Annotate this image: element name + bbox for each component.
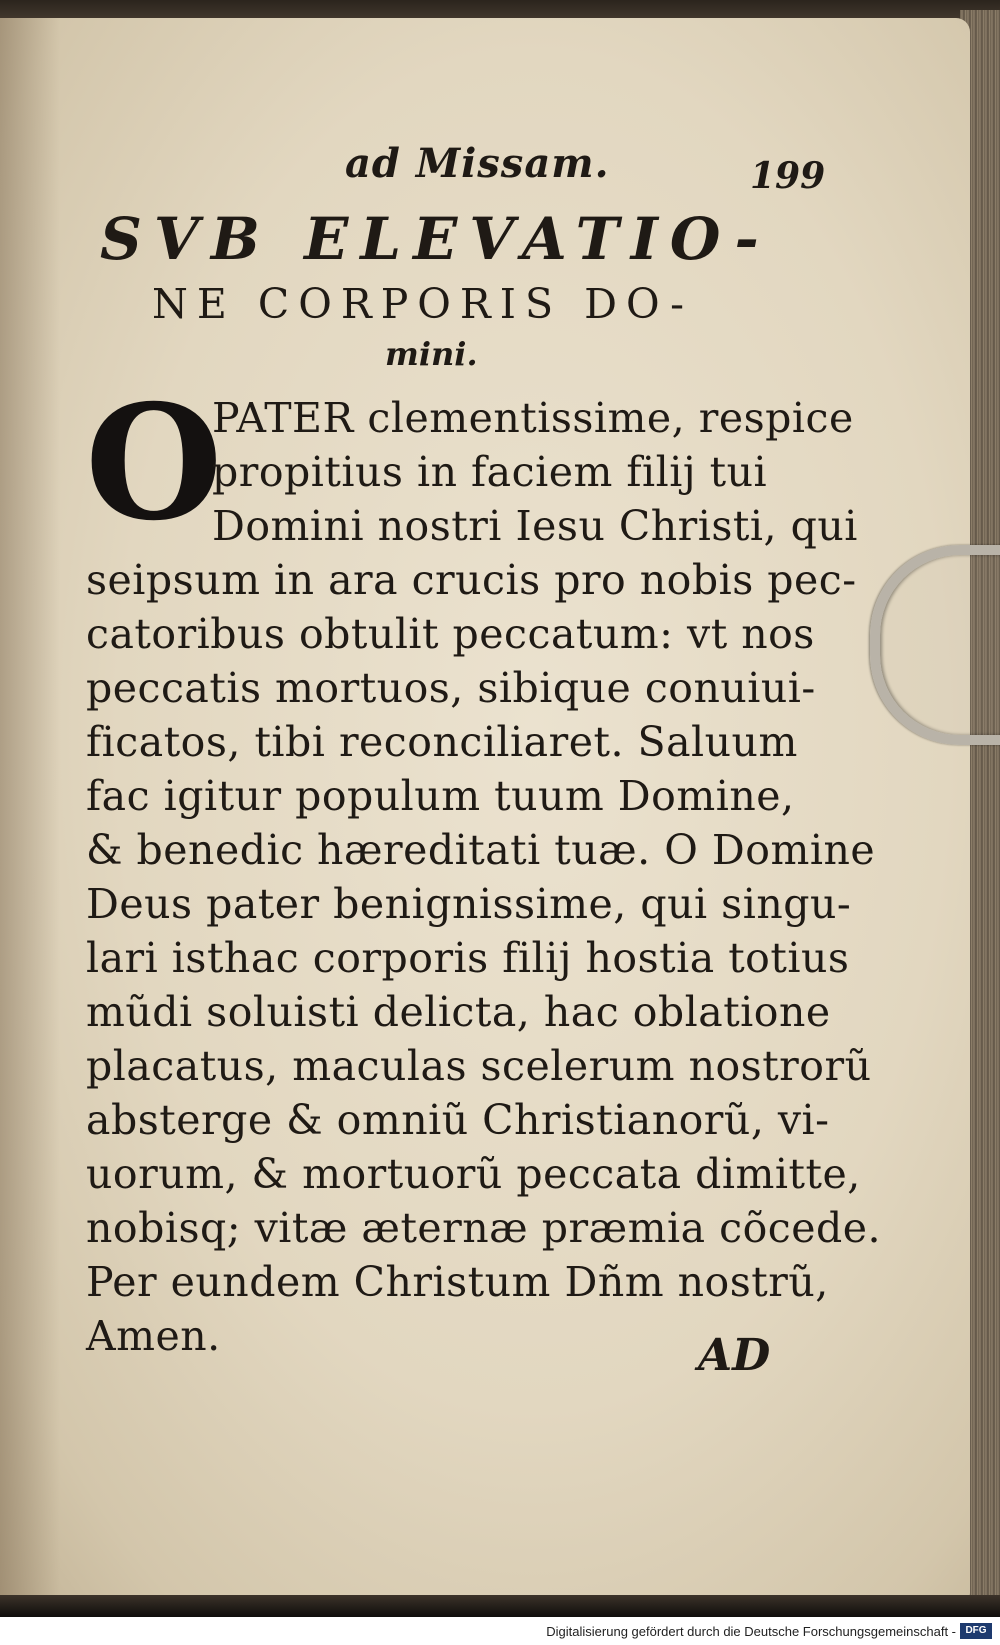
body-line: Amen.	[86, 1312, 221, 1360]
page-number: 199	[750, 155, 826, 197]
body-line: & benedic hæreditati tuæ. O Domine	[86, 826, 876, 874]
heading-line-1: SVB ELEVATIO-	[100, 205, 771, 273]
body-line: PATER clementissime, respice	[212, 394, 854, 442]
body-line: seipsum in ara crucis pro nobis pec-	[86, 556, 857, 604]
body-line: Per eundem Christum Dñm nostrũ,	[86, 1258, 829, 1306]
body-line: Deus pater benignissime, qui singu-	[86, 880, 852, 928]
heading-line-2: NE CORPORIS DO-	[152, 280, 693, 328]
body-line: nobisq; vitæ æternæ præmia cõcede.	[86, 1204, 882, 1252]
running-head: ad Missam.	[345, 140, 610, 187]
digitization-footer	[0, 1617, 1000, 1645]
body-line: placatus, maculas scelerum nostrorũ	[86, 1042, 872, 1090]
book-bottom-edge	[0, 1595, 1000, 1617]
heading-line-3: mini.	[385, 335, 478, 373]
drop-cap-initial: O	[85, 371, 223, 556]
body-line: fac igitur populum tuum Domine,	[86, 772, 795, 820]
body-line: mũdi soluisti delicta, hac oblatione	[86, 988, 831, 1036]
gutter-shadow	[0, 18, 60, 1603]
body-line: peccatis mortuos, sibique conuiui-	[86, 664, 816, 712]
body-line: ficatos, tibi reconciliaret. Saluum	[86, 718, 798, 766]
body-line: propitius in faciem filij tui	[212, 448, 768, 496]
dfg-logo: DFG	[960, 1623, 992, 1639]
funding-credit: Digitalisierung gefördert durch die Deutsche Forschungsgemeinschaft -	[546, 1624, 956, 1639]
body-line: catoribus obtulit peccatum: vt nos	[86, 610, 815, 658]
body-line: lari isthac corporis filij hostia totius	[86, 934, 850, 982]
body-line: Domini nostri Iesu Christi, qui	[212, 502, 858, 550]
body-line: absterge & omniũ Christianorũ, vi-	[86, 1096, 830, 1144]
catchword: AD	[698, 1330, 771, 1381]
body-line: uorum, & mortuorũ peccata dimitte,	[86, 1150, 861, 1198]
